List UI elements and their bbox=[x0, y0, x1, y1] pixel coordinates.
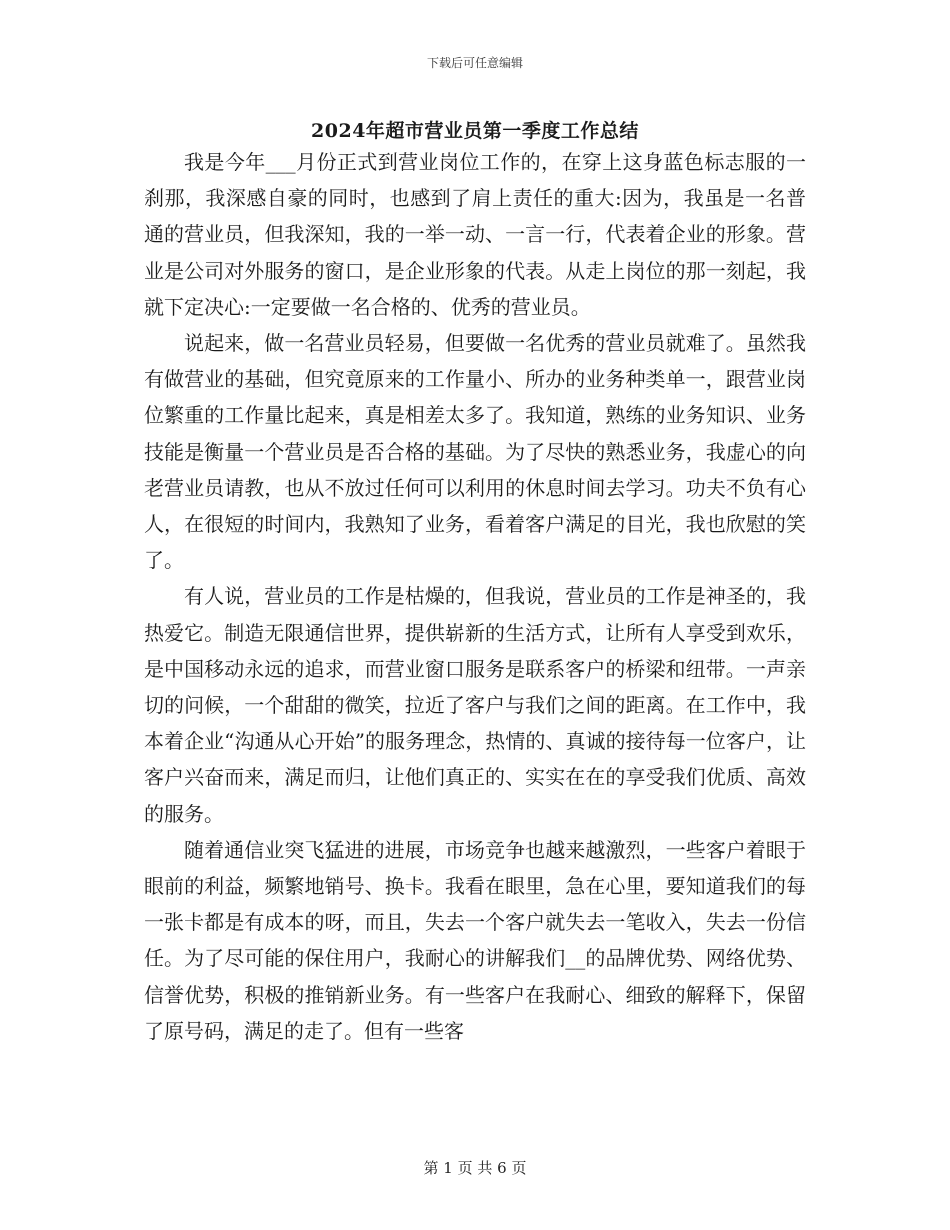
paragraph-4: 随着通信业突飞猛进的进展，市场竞争也越来越激烈，一些客户着眼于眼前的利益，频繁地销号、换卡。我看在眼里，急在心里，要知道我们的每一张卡都是有成本的呀，而且，失去一个客户就失去一笔收入，失去一份信任。为了尽可能的保住用户，我耐心的讲解我们__的品牌优势、网络优势、信誉优势，积极的推销新业务。有一些客户在我耐心、细致的解释下，保留了原号码，满足的走了。但有一些客 bbox=[144, 837, 806, 1043]
paragraph-3: 有人说，营业员的工作是枯燥的，但我说，营业员的工作是神圣的，我热爱它。制造无限通信世界，提供崭新的生活方式，让所有人享受到欢乐，是中国移动永远的追求，而营业窗口服务是联系客户的桥梁和纽带。一声亲切的问候，一个甜甜的微笑，拉近了客户与我们之间的距离。在工作中，我本着企业“沟通从心开始”的服务理念，热情的、真诚的接待每一位客户，让客户兴奋而来，满足而归，让他们真正的、实实在在的享受我们优质、高效的服务。 bbox=[144, 584, 806, 826]
paragraph-2: 说起来，做一名营业员轻易，但要做一名优秀的营业员就难了。虽然我有做营业的基础，但究竟原来的工作量小、所办的业务种类单一，跟营业岗位繁重的工作量比起来，真是相差太多了。我知道，熟练的业务知识、业务技能是衡量一个营业员是否合格的基础。为了尽快的熟悉业务，我虚心的向老营业员请教，也从不放过任何可以利用的休息时间去学习。功夫不负有心人，在很短的时间内，我熟知了业务，看着客户满足的目光，我也欣慰的笑了。 bbox=[144, 331, 806, 573]
document-title: 2024年超市营业员第一季度工作总结 bbox=[311, 120, 639, 142]
page-number-footer: 第 1 页 共 6 页 bbox=[423, 1159, 527, 1177]
document-body bbox=[144, 144, 806, 1049]
page-header-note: 下载后可任意编辑 bbox=[426, 56, 523, 70]
paragraph-1: 我是今年___月份正式到营业岗位工作的，在穿上这身蓝色标志服的一刹那，我深感自豪的同时，也感到了肩上责任的重大:因为，我虽是一名普通的营业员，但我深知，我的一举一动、一言一行，代表着企业的形象。营业是公司对外服务的窗口，是企业形象的代表。从走上岗位的那一刻起，我就下定决心:一定要做一名合格的、优秀的营业员。 bbox=[144, 150, 806, 319]
